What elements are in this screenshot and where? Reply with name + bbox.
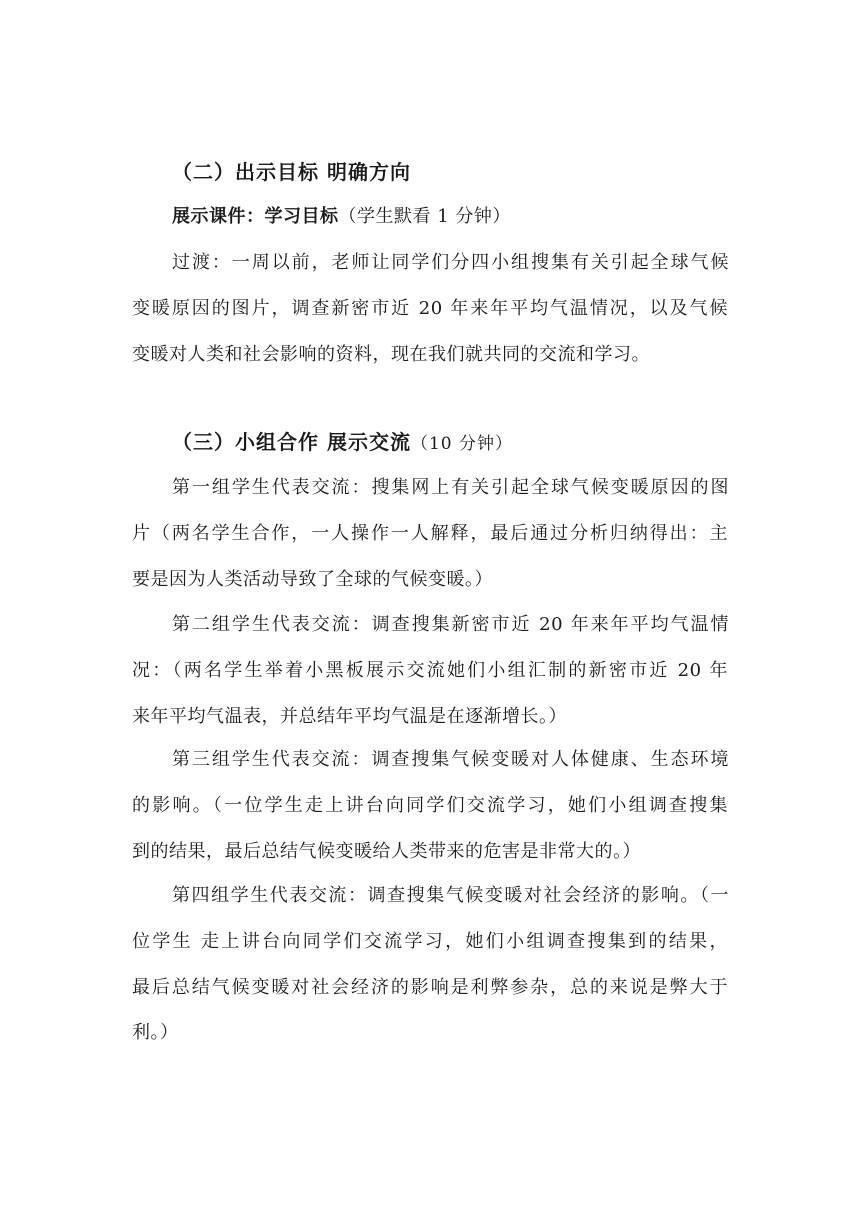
courseware-note: （学生默看 1 分钟） — [338, 206, 511, 227]
courseware-line — [172, 203, 511, 231]
group1-line-2: 片（两名学生合作，一人操作一人解释，最后通过分析归纳得出：主 — [132, 523, 728, 544]
group2-line-3: 来年平均气温表，并总结年平均气温是在逐渐增长。） — [132, 706, 567, 727]
group3-line-3: 到的结果，最后总结气候变暖给人类带来的危害是非常大的。） — [132, 841, 641, 862]
section2-heading-text: （二）出示目标 明确方向 — [172, 160, 411, 184]
group2-line-2: 况：（两名学生举着小黑板展示交流她们小组汇制的新密市近 20 年 — [132, 660, 728, 681]
section3-heading-note: （10 分钟） — [410, 434, 514, 454]
group1-line-1: 第一组学生代表交流：搜集网上有关引起全球气候变暖原因的图 — [172, 477, 729, 498]
group1-line-3: 要是因为人类活动导致了全球的气候变暖。） — [132, 569, 493, 590]
group3-line-1: 第三组学生代表交流：调查搜集气候变暖对人体健康、生态环境 — [172, 749, 729, 770]
transition-line-3: 变暖对人类和社会影响的资料，现在我们就共同的交流和学习。 — [132, 344, 650, 365]
group4-line-4: 利。） — [132, 1022, 179, 1043]
group4-line-1: 第四组学生代表交流：调查搜集气候变暖对社会经济的影响。（一 — [172, 885, 729, 906]
group3-line-2: 的影响。（一位学生走上讲台向同学们交流学习，她们小组调查搜集 — [132, 795, 728, 816]
section2-heading — [172, 158, 411, 186]
transition-line-2: 变暖原因的图片，调查新密市近 20 年来年平均气温情况，以及气候 — [132, 298, 728, 319]
transition-line-1: 过渡：一周以前，老师让同学们分四小组搜集有关引起全球气候 — [172, 252, 729, 273]
section3-heading-text: （三）小组合作 展示交流 — [172, 430, 411, 454]
group4-line-2: 位学生 走上讲台向同学们交流学习，她们小组调查搜集到的结果， — [132, 931, 728, 952]
group4-line-3: 最后总结气候变暖对社会经济的影响是利弊参杂，总的来说是弊大于 — [132, 977, 728, 998]
courseware-label: 展示课件：学习目标 — [172, 206, 339, 227]
section3-heading — [172, 428, 513, 458]
group2-line-1: 第二组学生代表交流：调查搜集新密市近 20 年来年平均气温情 — [172, 614, 729, 635]
